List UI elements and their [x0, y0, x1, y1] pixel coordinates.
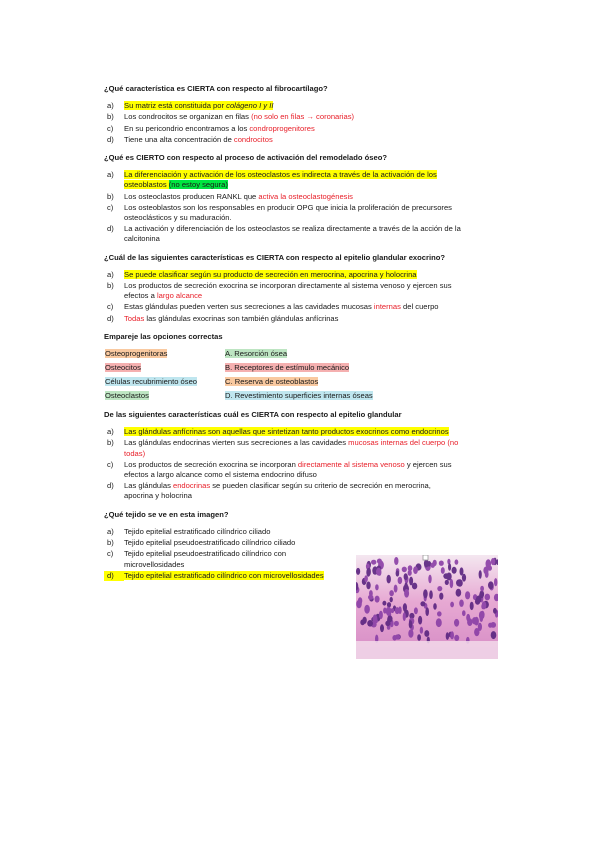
- cell-nucleus: [418, 616, 422, 625]
- cell-nucleus: [490, 622, 496, 628]
- cell-nucleus: [403, 603, 407, 612]
- cell-nucleus: [391, 608, 395, 613]
- cell-nucleus: [456, 589, 462, 597]
- question-3-title: ¿Cuál de las siguientes características es CIERTA con respecto al epitelio glandular exocrino?: [104, 252, 445, 262]
- cell-nucleus: [450, 579, 454, 588]
- question-5-options: [104, 427, 462, 501]
- cell-nucleus: [452, 567, 457, 574]
- cell-nucleus: [388, 616, 393, 623]
- cell-nucleus: [425, 607, 429, 616]
- cell-nucleus: [396, 570, 400, 576]
- cell-nucleus: [412, 583, 417, 590]
- cell-nucleus: [408, 570, 412, 576]
- cell-nucleus: [428, 575, 431, 584]
- question-4-title: Empareje las opciones correctas: [104, 331, 223, 341]
- q1-option-d: d) Tiene una alta concentración de condrocitos: [107, 134, 273, 144]
- question-6-title: ¿Qué tejido se ve en esta imagen?: [104, 509, 229, 519]
- cell-nucleus: [389, 590, 394, 596]
- q2-option-c: c) Los osteoblastos son los responsables en producir OPG que inicia la proliferación de precursores osteoclásticos y su maduración.: [107, 202, 452, 223]
- cell-nucleus: [443, 573, 449, 579]
- cell-nucleus: [420, 601, 425, 606]
- cell-nucleus: [476, 596, 481, 603]
- cell-nucleus: [417, 634, 421, 641]
- q5-option-d: d) Las glándulas endocrinas se pueden clasificar según su criterio de secreción en merocrina, apocrina y holocrina: [107, 481, 431, 501]
- question-2-options: [104, 170, 462, 244]
- cell-nucleus: [390, 597, 393, 602]
- cell-nucleus: [479, 570, 482, 579]
- cell-nucleus: [454, 619, 459, 627]
- cell-nucleus: [398, 577, 403, 584]
- match-row-4: Osteoclastos D. Revestimiento superficies internas óseas: [105, 391, 373, 401]
- cell-nucleus: [431, 563, 435, 568]
- q1-option-b: b) Los condrocitos se organizan en filas (no solo en filas → coronarias): [107, 112, 355, 122]
- histology-image: [356, 555, 498, 659]
- cell-nucleus: [456, 579, 462, 586]
- cell-nucleus: [424, 559, 429, 567]
- matching-table: [104, 349, 462, 402]
- document-page: [104, 84, 462, 589]
- q2-option-b: b) Los osteoclastos producen RANKL que activa la osteoclastogénesis: [107, 191, 353, 201]
- cell-nucleus: [403, 612, 406, 621]
- cell-nucleus: [494, 578, 497, 586]
- cell-nucleus: [392, 635, 396, 641]
- cell-nucleus: [383, 608, 387, 614]
- cell-nucleus: [459, 600, 464, 607]
- cell-nucleus: [356, 568, 360, 575]
- cell-nucleus: [439, 561, 444, 566]
- q1-option-a: a) Su matriz está constituida por colágeno I y II: [107, 101, 274, 111]
- cell-nucleus: [462, 610, 466, 616]
- question-2-title: ¿Qué es CIERTO con respecto al proceso de activación del remodelado óseo?: [104, 153, 388, 163]
- q6-option-c: c) Tejido epitelial pseudoestratificado cilíndrico con microvellosidades: [107, 549, 287, 569]
- cell-nucleus: [445, 580, 449, 585]
- cell-nucleus: [368, 595, 373, 600]
- cell-nucleus: [394, 557, 398, 565]
- question-5-title: De las siguientes características cuál es CIERTA con respecto al epitelio glandular: [104, 410, 402, 420]
- cell-nucleus: [491, 558, 495, 565]
- cell-nucleus: [474, 628, 479, 636]
- cell-nucleus: [424, 630, 429, 637]
- q2-option-a: a) La diferenciación y activación de los osteoclastos es indirecta a través de la activación de los osteoblastos (no estoy segura): [107, 170, 437, 190]
- cell-nucleus: [479, 611, 484, 620]
- question-1-title: ¿Qué característica es CIERTA con respecto al fibrocartílago?: [104, 84, 328, 93]
- cell-nucleus: [488, 581, 494, 589]
- cell-nucleus: [480, 586, 484, 592]
- q5-option-c: c) Los productos de secreción exocrina se incorporan directamente al sistema venoso y ejercen sus efectos a largo alcance como el sistema endocrino difuso: [107, 459, 452, 480]
- q6-option-b: b) Tejido epitelial pseudoestratificado cilíndrico ciliado: [107, 538, 296, 548]
- cell-nucleus: [404, 573, 408, 580]
- cell-nucleus: [408, 629, 413, 638]
- cell-nucleus: [394, 585, 398, 593]
- cell-nucleus: [376, 568, 381, 576]
- cell-nucleus: [429, 590, 433, 599]
- cell-nucleus: [395, 607, 400, 614]
- match-row-1: Osteoprogenitoras A. Resorción ósea: [105, 349, 288, 359]
- cell-nucleus: [470, 602, 474, 610]
- cell-nucleus: [467, 618, 472, 626]
- cell-nucleus: [364, 605, 370, 614]
- cell-nucleus: [358, 597, 362, 604]
- cell-nucleus: [450, 631, 454, 639]
- cell-nucleus: [377, 559, 382, 564]
- cell-nucleus: [366, 582, 370, 590]
- cell-nucleus: [465, 591, 470, 599]
- cell-nucleus: [455, 559, 459, 564]
- cell-nucleus: [364, 575, 368, 582]
- q3-option-d: d) Todas las glándulas exocrinas son también glándulas anfícrinas: [107, 313, 339, 323]
- match-row-3: Células recubrimiento óseo C. Reserva de osteoblastos: [105, 377, 319, 387]
- cell-nucleus: [380, 624, 384, 632]
- question-3-options: [104, 270, 462, 324]
- cell-nucleus: [374, 619, 378, 624]
- cell-nucleus: [402, 567, 407, 573]
- cell-nucleus: [413, 566, 418, 574]
- q1-option-c: c) En su pericondrio encontramos a los condroprogenitores: [107, 123, 315, 133]
- cell-nucleus: [360, 619, 365, 625]
- cell-nucleus: [387, 575, 391, 584]
- q5-option-b: b) Las glándulas endocrinas vierten sus secreciones a las cavidades mucosas internas del cuerpo (no todas): [107, 438, 459, 458]
- cell-nucleus: [437, 586, 442, 591]
- cell-nucleus: [367, 620, 373, 627]
- cell-nucleus: [368, 568, 371, 576]
- cell-nucleus: [450, 602, 454, 608]
- cell-nucleus: [446, 632, 449, 640]
- cell-nucleus: [448, 563, 451, 570]
- cell-nucleus: [485, 594, 491, 601]
- q3-option-c: c) Estas glándulas pueden verten sus secreciones a las cavidades mucosas internas del cuerpo: [107, 302, 439, 312]
- cell-nucleus: [387, 602, 391, 607]
- cell-nucleus: [493, 608, 497, 614]
- match-row-2: Osteocitos B. Receptores de estímulo mecánico: [105, 363, 350, 373]
- cell-nucleus: [409, 577, 413, 586]
- cell-nucleus: [420, 627, 423, 634]
- cell-nucleus: [437, 611, 442, 616]
- question-6-options: [104, 527, 334, 581]
- cell-nucleus: [436, 618, 442, 627]
- cell-nucleus: [379, 611, 383, 619]
- cell-nucleus: [414, 607, 418, 614]
- q6-option-d: d) Tejido epitelial estratificado cilíndrico con microvellosidades: [104, 571, 334, 581]
- q3-option-b: b) Los productos de secreción exocrina se incorporan directamente al sistema venoso y ejercen sus efectos a largo alcance: [107, 281, 452, 301]
- cell-nucleus: [491, 631, 497, 639]
- q2-option-d: d) La activación y diferenciación de los osteoclastos se realiza directamente a través de la acción de la calcitonina: [107, 224, 461, 244]
- q5-option-a: a) Las glándulas anfícrinas son aquellas que sintetizan tanto productos exocrinos como endocrinos: [107, 427, 449, 437]
- cell-nucleus: [371, 560, 376, 565]
- cell-nucleus: [375, 584, 379, 590]
- cell-nucleus: [439, 593, 443, 600]
- cell-nucleus: [482, 601, 487, 609]
- cell-nucleus: [394, 621, 399, 626]
- cell-nucleus: [433, 603, 437, 610]
- q6-option-a: a) Tejido epitelial estratificado cilíndrico ciliado: [107, 526, 271, 536]
- cell-nucleus: [462, 574, 466, 582]
- cell-nucleus: [409, 620, 413, 628]
- q3-option-a: a) Se puede clasificar según su producto de secreción en merocrina, apocrina y holocrina: [107, 269, 417, 279]
- cell-nucleus: [454, 635, 459, 641]
- cell-nucleus: [441, 567, 445, 574]
- cell-nucleus: [460, 567, 464, 575]
- cell-nucleus: [472, 617, 477, 624]
- question-1-options: [104, 101, 462, 145]
- cell-nucleus: [375, 596, 380, 603]
- cell-nucleus: [382, 601, 386, 606]
- cell-nucleus: [483, 567, 488, 575]
- cell-nucleus: [404, 589, 409, 598]
- cell-nucleus: [423, 589, 428, 598]
